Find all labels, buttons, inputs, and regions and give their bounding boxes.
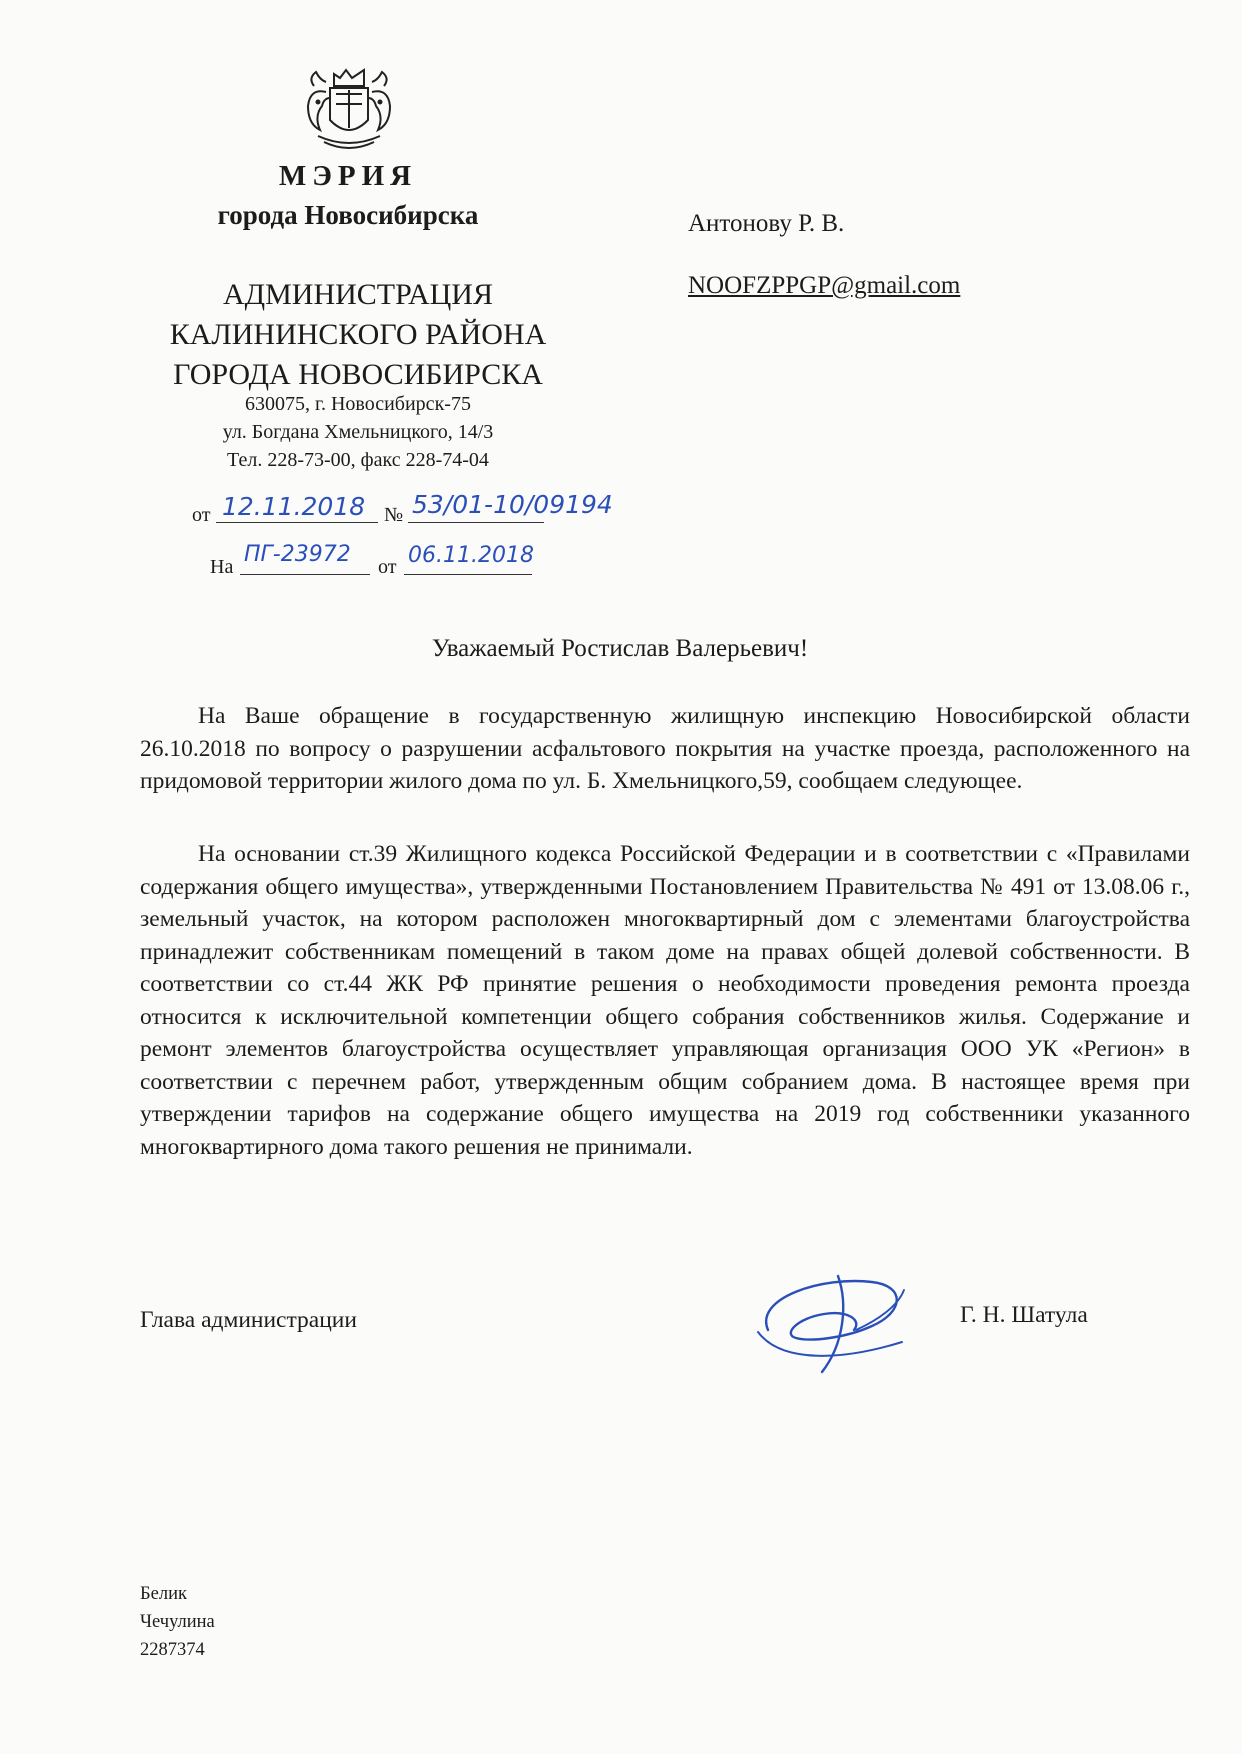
signature-icon (752, 1268, 916, 1378)
reply-ref-value: ПГ-23972 (244, 542, 351, 567)
recipient-name: Антонову Р. В. (688, 210, 845, 237)
admin-name-line: КАЛИНИНСКОГО РАЙОНА (169, 318, 547, 351)
org-title: МЭРИЯ (278, 160, 418, 192)
address-line: Тел. 228-73-00, факс 228-74-04 (227, 449, 489, 471)
executor-name: Белик (140, 1584, 187, 1604)
reg-date-value: 12.11.2018 (222, 492, 366, 521)
reg-date-label: от (192, 504, 211, 526)
admin-name-line: ГОРОДА НОВОСИБИРСКА (173, 358, 543, 391)
body-paragraph: На Ваше обращение в государственную жилищную инспекцию Новосибирской области 26.10.2018 по вопросу о разрушении асфальтового покрытия на участке проезда, расположенного на придомовой территории жилого дома по ул. Б. Хмельницкого,59, сообщаем следующее. (140, 703, 1190, 794)
address-line: ул. Богдана Хмельницкого, 14/3 (222, 421, 494, 443)
reply-ref-underline (240, 574, 370, 575)
salutation: Уважаемый Ростислав Валерьевич! (431, 635, 809, 662)
reply-ref-label: На (210, 556, 234, 578)
address-line: 630075, г. Новосибирск-75 (245, 393, 471, 415)
reply-date-underline (404, 574, 532, 575)
reg-date-underline (216, 522, 378, 523)
reg-number-label: № (384, 504, 404, 526)
executor-phone: 2287374 (140, 1640, 205, 1660)
signer-name: Г. Н. Шатула (960, 1302, 1088, 1328)
org-city: города Новосибирска (217, 200, 479, 230)
signer-title: Глава администрации (140, 1307, 357, 1333)
body-paragraph: На основании ст.39 Жилищного кодекса Российской Федерации и в соответствии с «Правилами содержания общего имущества», утвержденными Постановлением Правительства № 491 от 13.08.06 г., земельный участок, на котором расположен многоквартирный дом с элементами благоустройства принадлежит собственникам помещений в таком доме на правах общей долевой собственности. В соответствии со ст.44 ЖК РФ принятие решения о необходимости проведения ремонта проезда относится к исключительной компетенции общего собрания собственников жилья. Содержание и ремонт элементов благоустройства осуществляет управляющая организация ООО УК «Регион» в соответствии с перечнем работ, утвержденным общим собранием дома. В настоящее время при утверждении тарифов на содержание общего имущества на 2019 год собственники указанного многоквартирного дома такого решения не принимали. (140, 841, 1190, 1160)
reply-date-label: от (378, 556, 397, 578)
admin-name-line: АДМИНИСТРАЦИЯ (223, 278, 493, 311)
reg-number-underline (408, 522, 544, 523)
coat-of-arms-icon (296, 58, 402, 154)
reply-date-value: 06.11.2018 (408, 543, 534, 568)
recipient-email: NOOFZPPGP@gmail.com (688, 272, 961, 299)
reg-number-value: 53/01-10/09194 (412, 490, 613, 519)
executor-name: Чечулина (140, 1612, 215, 1632)
